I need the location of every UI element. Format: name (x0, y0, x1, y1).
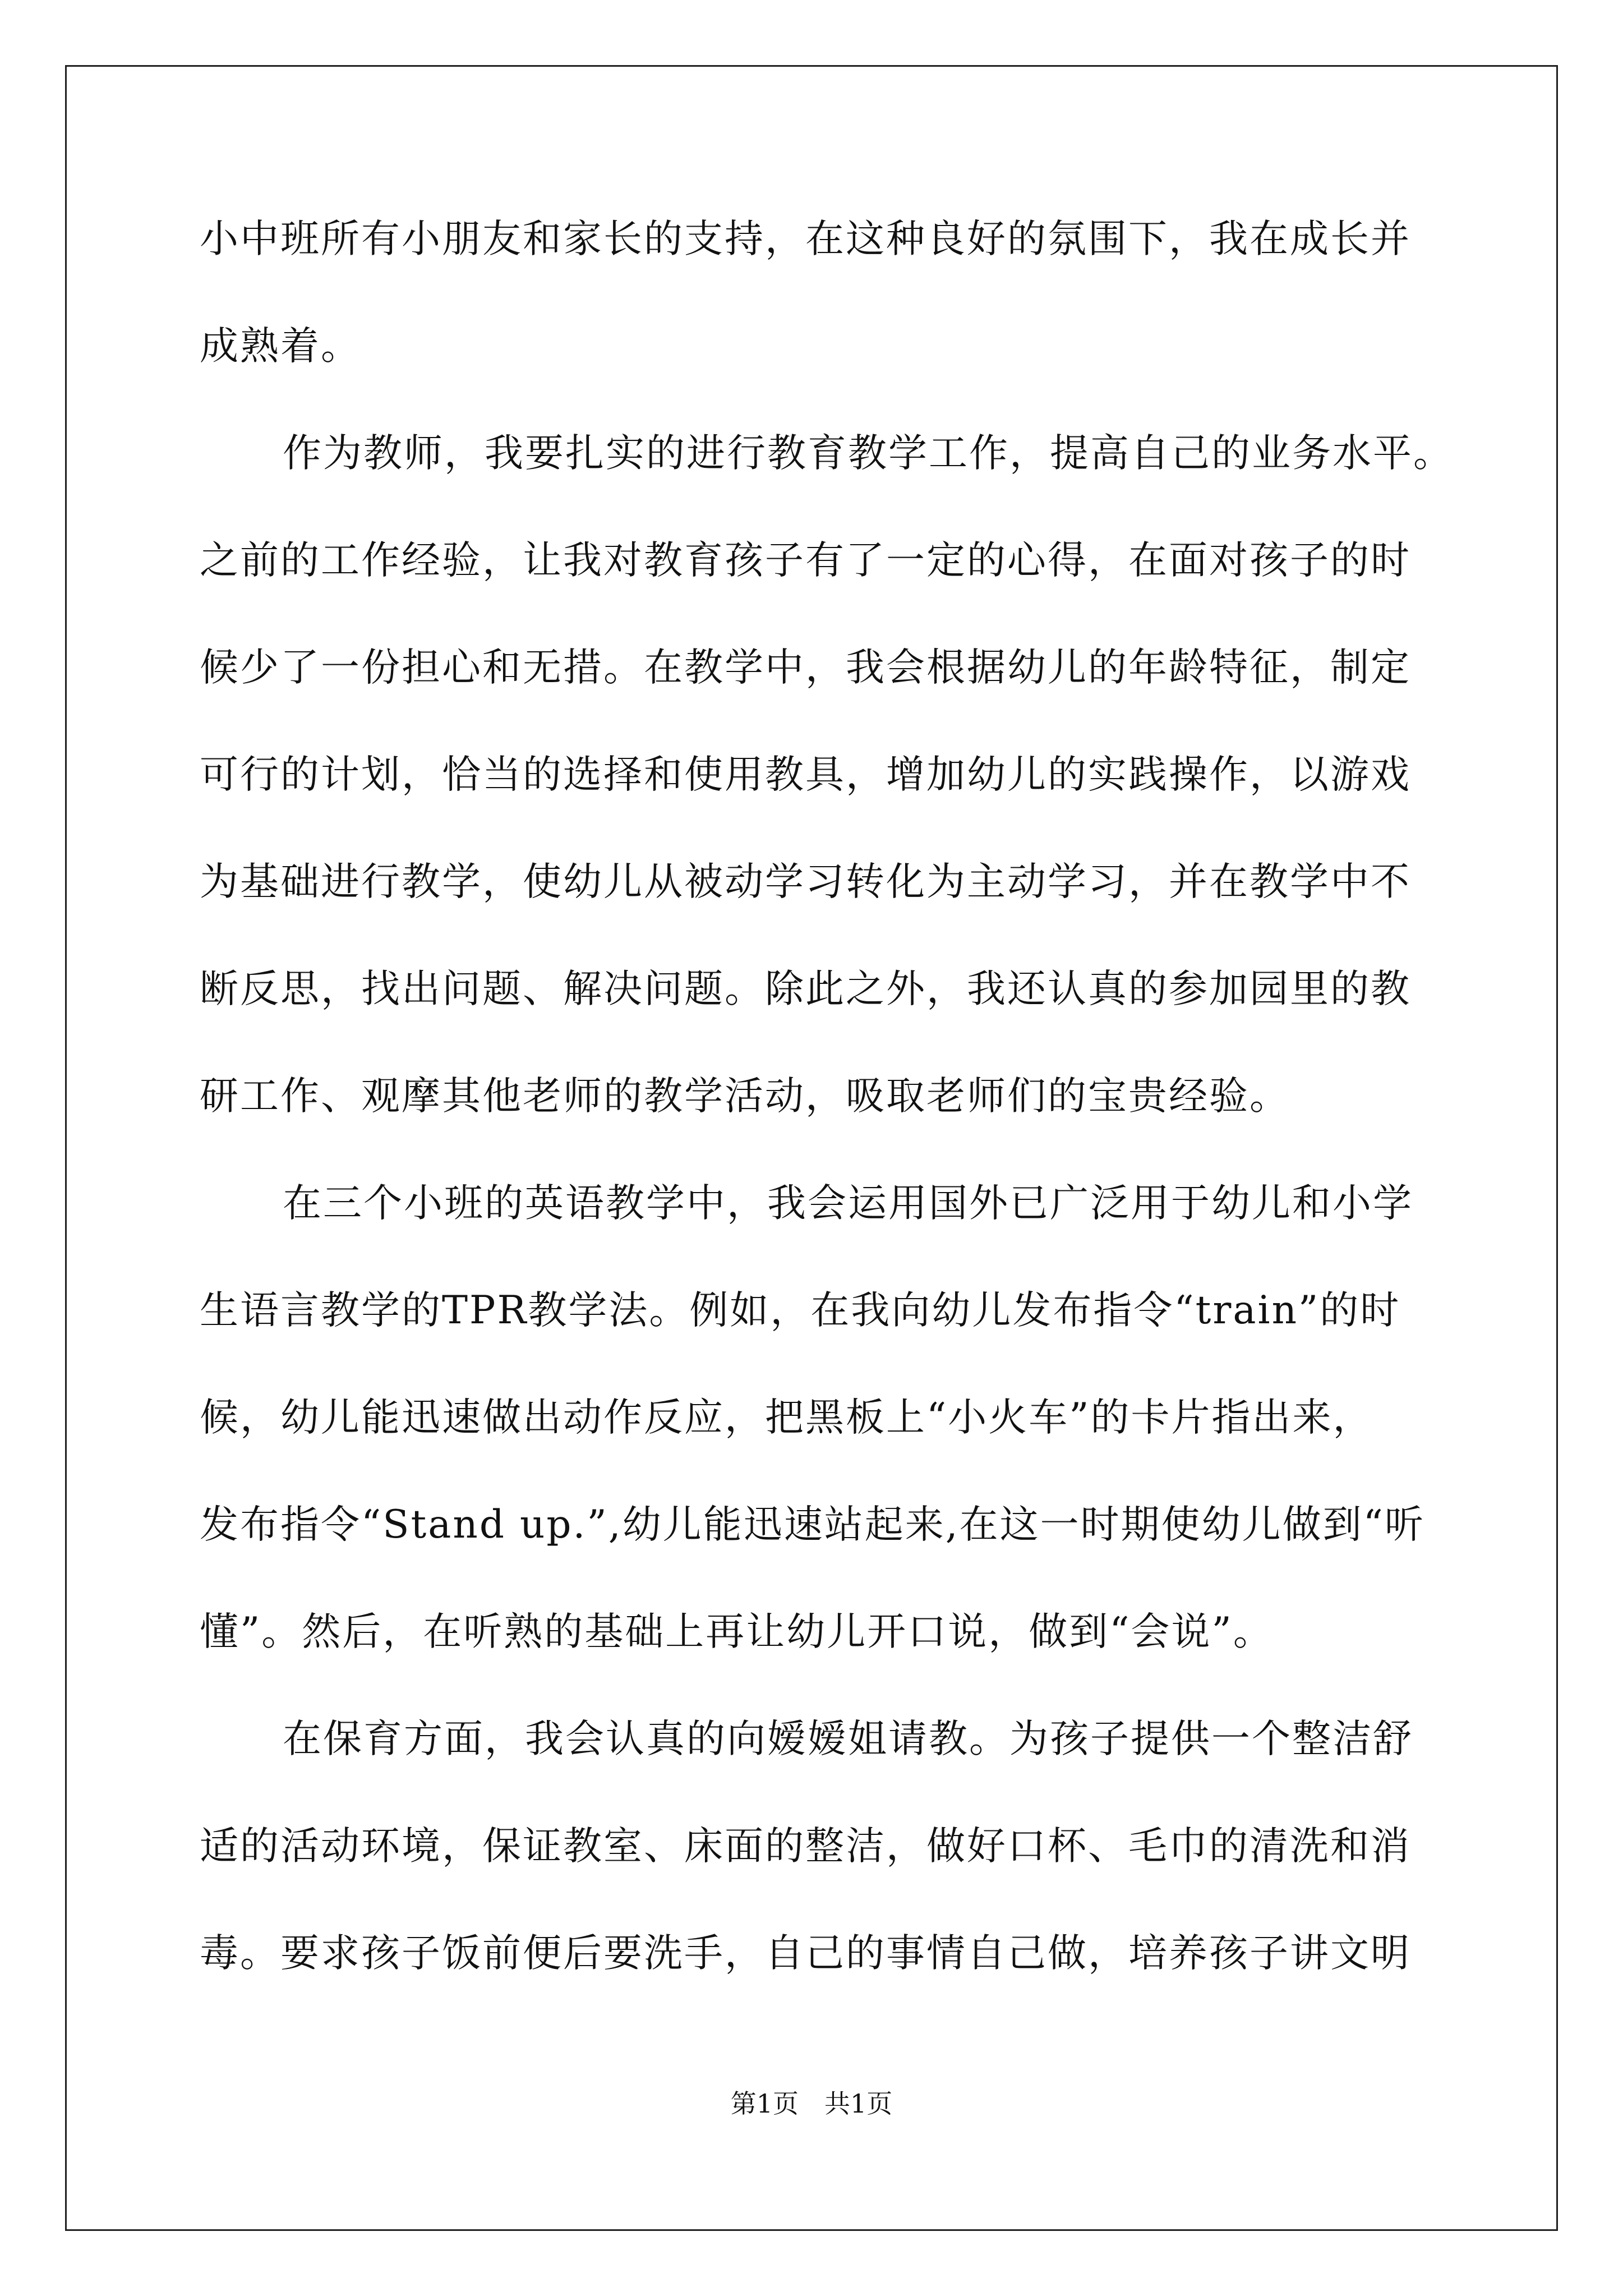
paragraph-line: 研工作、观摩其他老师的教学活动，吸取老师们的宝贵经验。 (200, 1074, 1290, 1119)
paragraph-line: 为基础进行教学，使幼儿从被动学习转化为主动学习，并在教学中不 (200, 859, 1411, 904)
paragraph-line: 小中班所有小朋友和家长的支持，在这种良好的氛围下，我在成长并 (200, 217, 1411, 261)
paragraph-line: 毒。要求孩子饭前便后要洗手，自己的事情自己做，培养孩子讲文明 (200, 1931, 1411, 1976)
paragraph-line: 适的活动环境，保证教室、床面的整洁，做好口杯、毛巾的清洗和消 (200, 1824, 1411, 1869)
paragraph-line: 成熟着。 (200, 324, 361, 369)
paragraph-line: 候，幼儿能迅速做出动作反应，把黑板上“小火车”的卡片指出来， (200, 1395, 1373, 1440)
paragraph-line: 之前的工作经验，让我对教育孩子有了一定的心得，在面对孩子的时 (200, 538, 1411, 583)
paragraph-line: 候少了一份担心和无措。在教学中，我会根据幼儿的年龄特征，制定 (200, 645, 1411, 690)
page-number-footer: 第1页 共1页 (730, 2088, 893, 2119)
paragraph-line: 可行的计划，恰当的选择和使用教具，增加幼儿的实践操作，以游戏 (200, 752, 1411, 797)
page-border (65, 65, 1558, 2231)
paragraph-line: 作为教师，我要扎实的进行教育教学工作，提高自己的业务水平。 (283, 431, 1454, 476)
paragraph-line: 懂”。然后，在听熟的基础上再让幼儿开口说，做到“会说”。 (200, 1609, 1274, 1654)
paragraph-line: 在三个小班的英语教学中，我会运用国外已广泛用于幼儿和小学 (283, 1181, 1413, 1226)
paragraph-line: 断反思，找出问题、解决问题。除此之外，我还认真的参加园里的教 (200, 967, 1411, 1011)
paragraph-line: 生语言教学的TPR教学法。例如，在我向幼儿发布指令“train”的时 (200, 1288, 1401, 1333)
paragraph-line: 在保育方面，我会认真的向嫒嫒姐请教。为孩子提供一个整洁舒 (283, 1717, 1413, 1761)
paragraph-line: 发布指令“Stand up.”,幼儿能迅速站起来,在这一时期使幼儿做到“听 (200, 1502, 1425, 1547)
